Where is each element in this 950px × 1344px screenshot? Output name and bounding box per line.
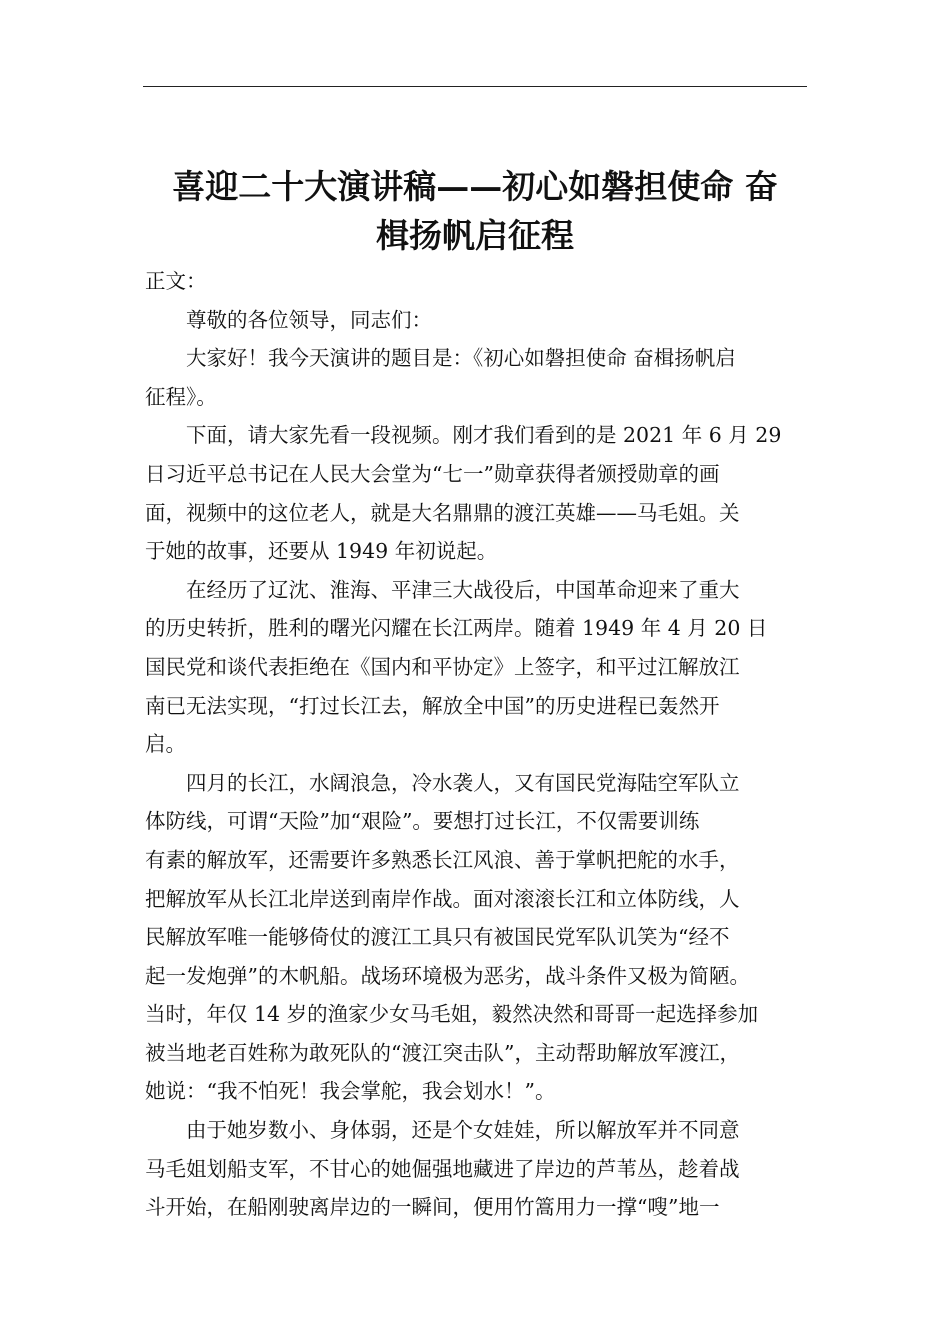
paragraph-line: 大家好！我今天演讲的题目是：《初心如磐担使命 奋楫扬帆启 <box>186 346 736 371</box>
paragraph-line: 日习近平总书记在人民大会堂为“七一”勋章获得者颁授勋章的画 <box>145 461 720 486</box>
paragraph-line: 四月的长江，水阔浪急，冷水袭人，又有国民党海陆空军队立 <box>186 770 740 795</box>
body-paragraph <box>145 1111 807 1227</box>
title-line: 楫扬帆启征程 <box>376 216 574 255</box>
paragraph-line: 体防线，可谓“天险”加“艰险”。要想打过长江，不仅需要训练 <box>145 809 700 834</box>
paragraph-line: 正文： <box>145 269 207 293</box>
paragraph-line: 民解放军唯一能够倚仗的渡江工具只有被国民党军队讥笑为“经不 <box>145 925 730 950</box>
paragraph-line: 当时，年仅 14 岁的渔家少女马毛姐，毅然决然和哥哥一起选择参加 <box>145 1002 759 1027</box>
paragraph-line: 征程》。 <box>145 384 217 409</box>
body-paragraph <box>145 339 807 416</box>
paragraph-line: 把解放军从长江北岸送到南岸作战。面对滚滚长江和立体防线，人 <box>145 886 740 911</box>
paragraph-line: 斗开始，在船刚驶离岸边的一瞬间，便用竹篙用力一撑“嗖”地一 <box>145 1195 720 1220</box>
body-paragraph <box>145 571 807 764</box>
body-label <box>145 262 807 301</box>
paragraph-line: 面，视频中的这位老人，就是大名鼎鼎的渡江英雄——马毛姐。关 <box>145 500 740 525</box>
body-paragraph <box>145 301 807 340</box>
document-body <box>145 262 807 1227</box>
title-line: 喜迎二十大演讲稿——初心如磐担使命 奋 <box>172 167 778 206</box>
paragraph-line: 于她的故事，还要从 1949 年初说起。 <box>145 539 498 564</box>
paragraph-line: 南已无法实现，“打过长江去，解放全中国”的历史进程已轰然开 <box>145 693 720 718</box>
paragraph-line: 马毛姐划船支军，不甘心的她倔强地藏进了岸边的芦苇丛，趁着战 <box>145 1156 740 1181</box>
paragraph-line: 尊敬的各位领导，同志们： <box>186 307 432 332</box>
paragraph-line: 她说：“我不怕死！我会掌舵，我会划水！”。 <box>145 1079 556 1104</box>
paragraph-line: 启。 <box>145 732 186 757</box>
paragraph-line: 有素的解放军，还需要许多熟悉长江风浪、善于掌帆把舵的水手， <box>145 847 740 872</box>
body-paragraph <box>145 416 807 570</box>
paragraph-line: 被当地老百姓称为敢死队的“渡江突击队”，主动帮助解放军渡江， <box>145 1040 740 1065</box>
paragraph-line: 在经历了辽沈、淮海、平津三大战役后，中国革命迎来了重大 <box>186 577 740 602</box>
paragraph-line: 的历史转折，胜利的曙光闪耀在长江两岸。随着 1949 年 4 月 20 日 <box>145 616 768 641</box>
paragraph-line: 由于她岁数小、身体弱，还是个女娃娃，所以解放军并不同意 <box>186 1118 740 1143</box>
header-rule <box>143 86 807 87</box>
document-title <box>143 162 807 260</box>
body-paragraph <box>145 764 807 1111</box>
paragraph-line: 起一发炮弹”的木帆船。战场环境极为恶劣，战斗条件又极为简陋。 <box>145 963 750 988</box>
paragraph-line: 国民党和谈代表拒绝在《国内和平协定》上签字，和平过江解放江 <box>145 654 740 679</box>
paragraph-line: 下面，请大家先看一段视频。刚才我们看到的是 2021 年 6 月 29 <box>186 423 782 448</box>
